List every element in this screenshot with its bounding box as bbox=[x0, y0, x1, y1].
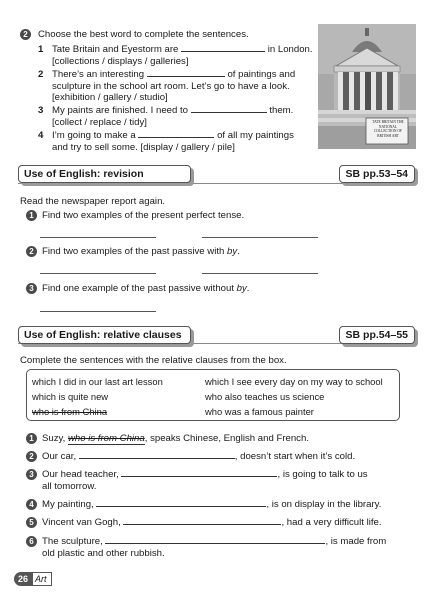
sentence-continuation: sculpture in the school art room. Let’s go to have a look. bbox=[52, 81, 290, 92]
relative-clauses-box bbox=[26, 369, 400, 421]
question-text-end: . bbox=[246, 283, 250, 294]
sentence-start: My painting, bbox=[42, 499, 94, 510]
sentence-end: , doesn’t start when it’s cold. bbox=[234, 451, 356, 462]
item-number-badge: 1 bbox=[26, 433, 37, 444]
answer-blank[interactable] bbox=[96, 506, 266, 507]
question-number-badge: 2 bbox=[26, 246, 37, 257]
answer-blank[interactable] bbox=[79, 458, 235, 459]
sentence-end: , had a very difficult life. bbox=[281, 517, 382, 528]
subject-label: Art bbox=[32, 572, 52, 586]
exercise-number-badge: 2 bbox=[20, 29, 31, 40]
item-number-badge: 6 bbox=[26, 536, 37, 547]
answer-blank[interactable] bbox=[191, 112, 267, 113]
sentence-start: Tate Britain and Eyestorm are bbox=[52, 44, 179, 55]
sentence-line bbox=[52, 44, 313, 56]
question-number-badge: 3 bbox=[26, 283, 37, 294]
item-number: 2 bbox=[38, 69, 44, 80]
sentence-end: , speaks Chinese, English and French. bbox=[144, 433, 309, 444]
answer-line[interactable] bbox=[40, 311, 156, 312]
answer-line[interactable] bbox=[40, 237, 156, 238]
sentence-line bbox=[52, 69, 295, 81]
question-text-emphasis: by bbox=[227, 246, 238, 257]
clause-option: which I see every day on my way to school bbox=[205, 376, 383, 387]
item-number: 4 bbox=[38, 130, 44, 141]
item-number-badge: 3 bbox=[26, 469, 37, 480]
item-number-badge: 5 bbox=[26, 517, 37, 528]
section-divider bbox=[18, 183, 415, 184]
sentence-start: Vincent van Gogh, bbox=[42, 517, 121, 528]
sentence-continuation: and try to sell some. [display / gallery / pile] bbox=[52, 142, 235, 153]
sentence-end: , is made from bbox=[325, 536, 387, 547]
sentence-start: I’m going to make a bbox=[52, 130, 136, 141]
answer-blank[interactable] bbox=[147, 76, 225, 77]
sentence-end: them. bbox=[269, 105, 294, 116]
sentence-start: My paints are finished. I need to bbox=[52, 105, 188, 116]
item-number-badge: 2 bbox=[26, 451, 37, 462]
tate-britain-photo bbox=[318, 24, 416, 149]
museum-sign-text: TATE BRITAIN THE NATIONAL COLLECTION OF BRITISH ART bbox=[372, 120, 404, 138]
answer-line[interactable] bbox=[202, 237, 318, 238]
section-title: Use of English: relative clauses bbox=[18, 326, 191, 344]
item-number: 1 bbox=[38, 44, 44, 55]
answer-line[interactable] bbox=[202, 273, 318, 274]
section-title: Use of English: revision bbox=[18, 165, 191, 183]
item-number-badge: 4 bbox=[26, 499, 37, 510]
sentence-continuation: all tomorrow. bbox=[42, 481, 97, 492]
sentence-end: of all my paintings bbox=[217, 130, 294, 141]
word-options: [collections / displays / galleries] bbox=[52, 56, 189, 67]
question-number-badge: 1 bbox=[26, 210, 37, 221]
student-book-reference: SB pp.53–54 bbox=[339, 165, 415, 183]
section-intro: Complete the sentences with the relative clauses from the box. bbox=[20, 355, 287, 366]
sentence-end: , is going to talk to us bbox=[277, 469, 368, 480]
answer-blank[interactable] bbox=[123, 524, 281, 525]
page-number: 26 bbox=[14, 572, 32, 586]
answer-line[interactable] bbox=[40, 273, 156, 274]
question-text-emphasis: by bbox=[236, 283, 247, 294]
clause-option: who was a famous painter bbox=[205, 406, 314, 417]
question-text-main: Find one example of the past passive without bbox=[42, 283, 237, 294]
sentence-end: in London. bbox=[267, 44, 313, 55]
answer-blank[interactable] bbox=[138, 137, 214, 138]
sentence-start: There’s an interesting bbox=[52, 69, 145, 80]
example-answer: who is from China bbox=[67, 433, 145, 444]
sentence-end: of paintings and bbox=[227, 69, 296, 80]
sentence-line bbox=[42, 433, 309, 445]
question-text bbox=[42, 246, 240, 258]
sentence-start: Suzy, bbox=[42, 433, 66, 444]
sentence-line bbox=[42, 517, 382, 529]
sentence-line bbox=[42, 451, 355, 463]
question-text bbox=[42, 283, 249, 295]
clause-option: who also teaches us science bbox=[205, 391, 325, 402]
clause-option-used: who is from China bbox=[32, 406, 108, 417]
question-text-end: . bbox=[237, 246, 240, 257]
sentence-line bbox=[42, 499, 381, 511]
sentence-line bbox=[52, 130, 294, 142]
word-options: [exhibition / gallery / studio] bbox=[52, 92, 168, 103]
clause-option: which is quite new bbox=[32, 391, 109, 402]
sentence-end: , is on display in the library. bbox=[266, 499, 382, 510]
sentence-line bbox=[52, 105, 293, 117]
student-book-reference: SB pp.54–55 bbox=[339, 326, 415, 344]
clause-option: which I did in our last art lesson bbox=[32, 376, 163, 387]
answer-blank[interactable] bbox=[105, 543, 325, 544]
question-text-main: Find two examples of the past passive with bbox=[42, 246, 228, 257]
answer-blank[interactable] bbox=[121, 476, 277, 477]
sentence-start: The sculpture, bbox=[42, 536, 103, 547]
sentence-line bbox=[42, 536, 386, 548]
sentence-line bbox=[42, 469, 368, 481]
item-number: 3 bbox=[38, 105, 44, 116]
word-options: [collect / replace / tidy] bbox=[52, 117, 147, 128]
exercise-instruction: Choose the best word to complete the sentences. bbox=[38, 29, 249, 40]
sentence-continuation: old plastic and other rubbish. bbox=[42, 548, 165, 559]
sentence-start: Our head teacher, bbox=[42, 469, 119, 480]
section-intro: Read the newspaper report again. bbox=[20, 196, 166, 207]
question-text: Find two examples of the present perfect tense. bbox=[42, 210, 245, 221]
sentence-start: Our car, bbox=[42, 451, 77, 462]
answer-blank[interactable] bbox=[181, 51, 265, 52]
